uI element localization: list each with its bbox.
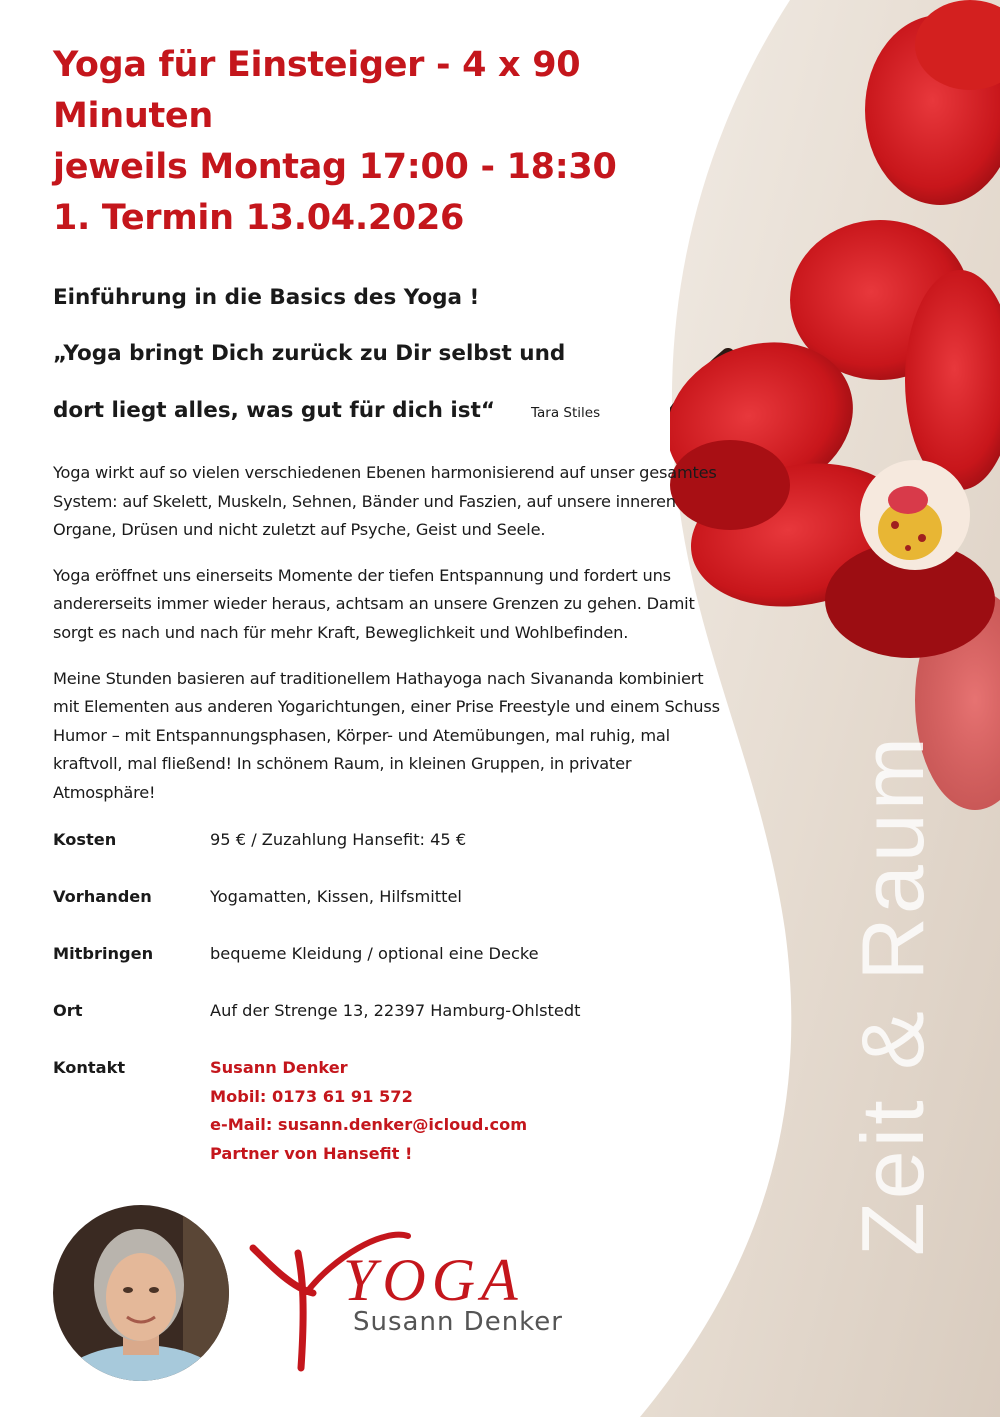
info-row-vorhanden bbox=[53, 883, 733, 912]
paragraph-relaxation: Yoga eröffnet uns einerseits Momente der tiefen Entspannung und fordert uns andererseits immer wieder heraus, achtsam an unsere Grenzen zu gehen. Damit sorgt es nach und nach für mehr Kraft, Beweglichkeit und Wohlbefinden. bbox=[53, 565, 695, 642]
info-value: bequeme Kleidung / optional eine Decke bbox=[210, 943, 539, 963]
quote-line-1: „Yoga bringt Dich zurück zu Dir selbst und bbox=[53, 341, 566, 366]
avatar bbox=[53, 1205, 229, 1381]
logo-name: Susann Denker bbox=[353, 1307, 563, 1337]
info-value: Yogamatten, Kissen, Hilfsmittel bbox=[210, 886, 462, 906]
contact-partner: Partner von Hansefit ! bbox=[210, 1144, 413, 1164]
headline-first-date: 1. Termin 13.04.2026 bbox=[53, 198, 465, 238]
contact-name: Susann Denker bbox=[210, 1058, 348, 1078]
logo-word: YOGA bbox=[343, 1247, 524, 1313]
info-label: Ort bbox=[53, 1001, 83, 1021]
yoga-logo bbox=[243, 1218, 593, 1378]
info-label: Vorhanden bbox=[53, 886, 152, 906]
flyer-content bbox=[53, 40, 733, 1197]
info-row-kosten bbox=[53, 826, 733, 855]
paragraph-effects: Yoga wirkt auf so vielen verschiedenen Ebenen harmonisierend auf unser gesamtes System: auf Skelett, Muskeln, Sehnen, Bänder und Faszien, auf unsere inneren Organe, Drüsen und nicht zuletzt auf Psyche, Geist und Seele. bbox=[53, 463, 717, 540]
contact-mobile[interactable]: Mobil: 0173 61 91 572 bbox=[210, 1086, 413, 1106]
info-row-kontakt bbox=[53, 1054, 733, 1168]
intro-text: Einführung in die Basics des Yoga ! bbox=[53, 285, 480, 310]
headline bbox=[53, 40, 733, 244]
paragraph-classes: Meine Stunden basieren auf traditionellem Hathayoga nach Sivananda kombiniert mit Elementen aus anderen Yogarichtungen, einer Prise Freestyle und einem Schuss Humor – mit Entspannungsphasen, Körper- und Atemübungen, mal ruhig, mal kraftvoll, mal fließend! In schönem Raum, in kleinen Gruppen, in privater Atmosphäre! bbox=[53, 668, 720, 802]
info-value: Auf der Strenge 13, 22397 Hamburg-Ohlstedt bbox=[210, 1001, 581, 1021]
info-row-mitbringen bbox=[53, 940, 733, 969]
info-label: Mitbringen bbox=[53, 943, 154, 963]
quote-author: Tara Stiles bbox=[531, 405, 601, 421]
info-label: Kontakt bbox=[53, 1058, 126, 1078]
quote bbox=[53, 340, 733, 427]
info-row-ort bbox=[53, 997, 733, 1026]
quote-line-2-wrap bbox=[53, 397, 733, 427]
headline-course: Yoga für Einsteiger - 4 x 90 Minuten bbox=[53, 45, 581, 136]
info-value: 95 € / Zuzahlung Hansefit: 45 € bbox=[210, 829, 467, 849]
contact-block bbox=[210, 1054, 733, 1168]
contact-email[interactable]: e-Mail: susann.denker@icloud.com bbox=[210, 1115, 528, 1135]
quote-line-2: dort liegt alles, was gut für dich ist“ bbox=[53, 398, 496, 423]
info-label: Kosten bbox=[53, 829, 117, 849]
headline-schedule: jeweils Montag 17:00 - 18:30 bbox=[53, 147, 617, 187]
info-table bbox=[53, 826, 733, 1169]
vertical-title: Zeit & Raum bbox=[843, 733, 942, 1257]
